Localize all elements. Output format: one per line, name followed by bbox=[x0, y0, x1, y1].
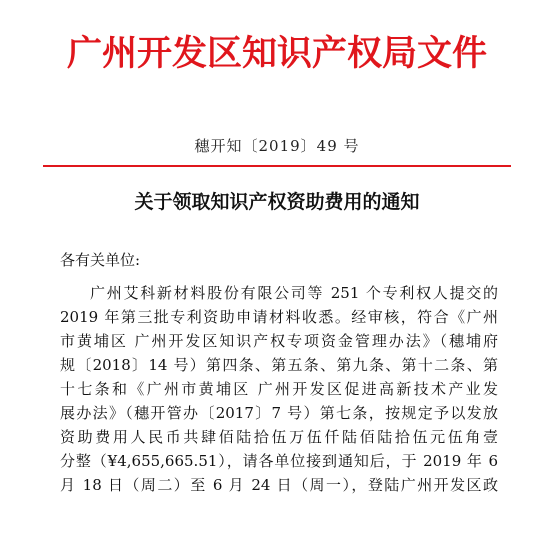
body-line: 分整（¥4,655,665.51），请各单位接到通知后，于 2019 年 6 bbox=[60, 452, 498, 470]
body-line: 资助费用人民币共肆佰陆拾伍万伍仟陆佰陆拾伍元伍角壹 bbox=[60, 428, 498, 446]
body-paragraph bbox=[60, 281, 498, 497]
body-line: 展办法》（穗开管办〔2017〕7 号）第七条，按规定予以发放 bbox=[60, 404, 498, 422]
notice-title: 关于领取知识产权资助费用的通知 bbox=[134, 191, 420, 213]
masthead-title: 广州开发区知识产权局文件 bbox=[66, 33, 487, 74]
body-line: 月 18 日（周二）至 6 月 24 日（周一），登陆广州开发区政 bbox=[60, 476, 498, 494]
body-line: 规〔2018〕14 号）第四条、第五条、第九条、第十二条、第 bbox=[60, 356, 498, 374]
body-line: 市黄埔区 广州开发区知识产权专项资金管理办法》（穗埔府 bbox=[60, 332, 498, 350]
document-number: 穗开知〔2019〕49 号 bbox=[194, 137, 360, 155]
red-divider-line bbox=[43, 165, 511, 167]
body-line: 十七条和《广州市黄埔区 广州开发区促进高新技术产业发 bbox=[60, 380, 498, 398]
salutation: 各有关单位: bbox=[60, 251, 141, 269]
body-line: 2019 年第三批专利资助申请材料收悉。经审核，符合《广州 bbox=[60, 308, 498, 326]
body-line: 广州艾科新材料股份有限公司等 251 个专利权人提交的 bbox=[90, 284, 498, 302]
